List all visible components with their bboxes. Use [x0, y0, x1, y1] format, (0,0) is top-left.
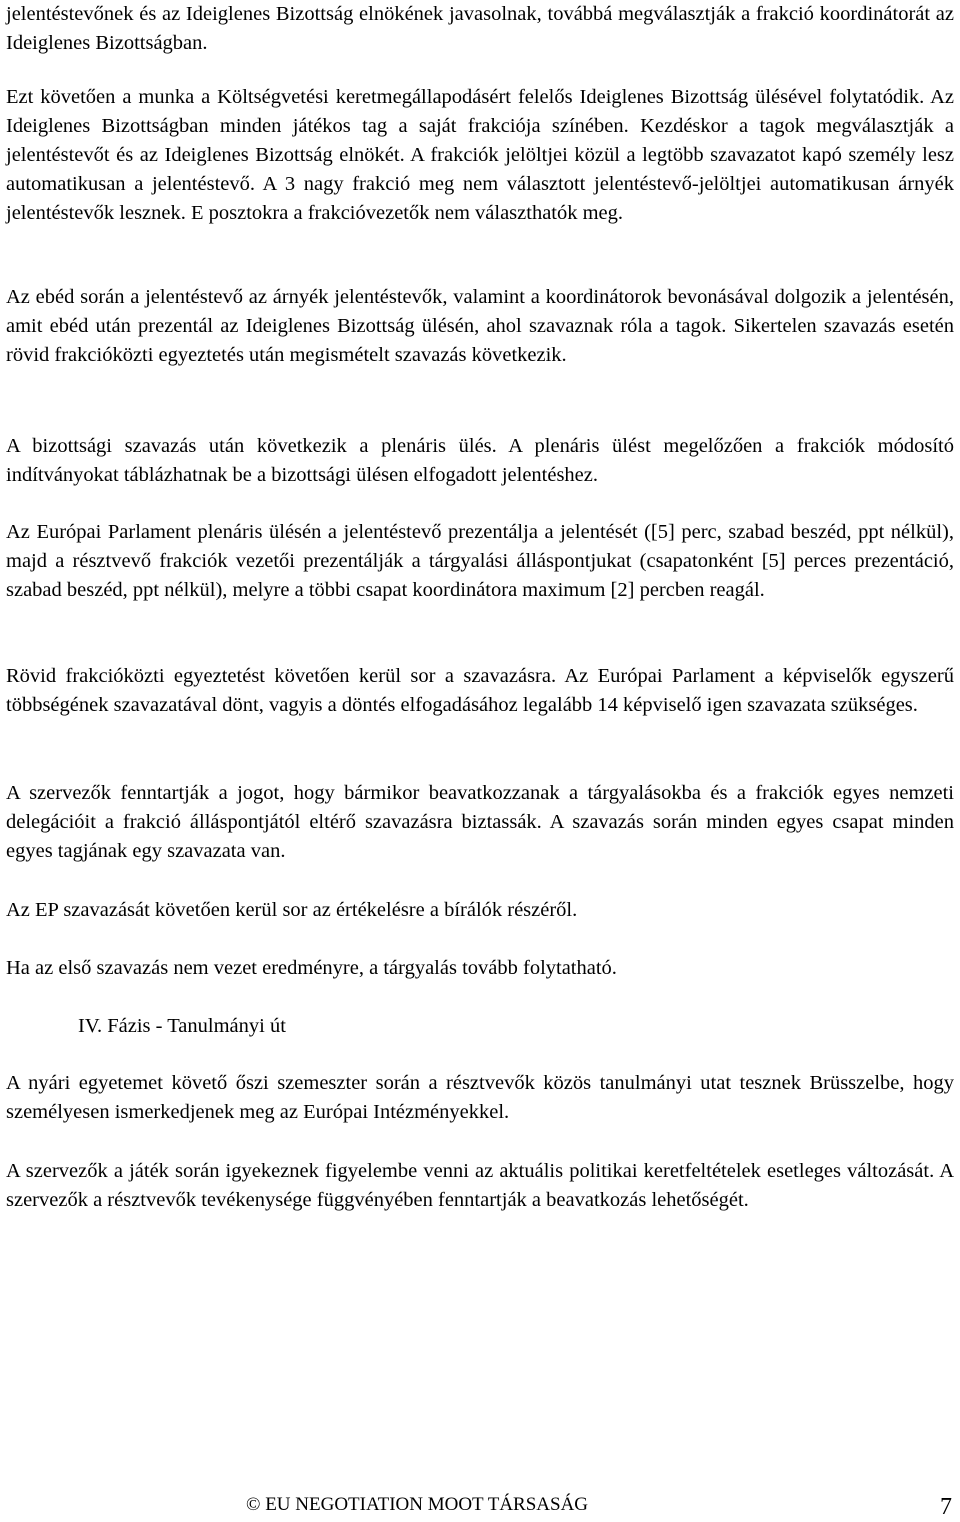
paragraph-tanulmanyi-ut: A nyári egyetemet követő őszi szemeszter során a résztvevők közös tanulmányi utat tesznek Brüsszelbe, hogy személyesen ismerkedjenek meg az Európai Intézményekkel. — [6, 1072, 954, 1123]
paragraph-ebed: Az ebéd során a jelentéstevő az árnyék jelentéstevők, valamint a koordinátorok bevonásával dolgozik a jelentésén, amit ebéd után prezentál az Ideiglenes Bizottság ülésén, ahol szavaznak róla a tagok. Sikertelen szavazás esetén rövid frakcióközti egyeztetés után megismételt szavazás következik. — [6, 286, 954, 366]
paragraph-szervezok-jogai: A szervezők fenntartják a jogot, hogy bármikor beavatkozzanak a tárgyalásokba és a frakciók egyes nemzeti delegációit a frakció álláspontjától eltérő szavazásra biztassák. A szavazás során minden egyes csapat minden egyes tagjának egy szavazata van. — [6, 782, 954, 862]
paragraph-frakcio-jelolesek: jelentéstevőnek és az Ideiglenes Bizottság elnökének javasolnak, továbbá megválasztják a frakció koordinátorát az Ideiglenes Bizottságban. — [6, 3, 954, 54]
section-heading: IV. Fázis - Tanulmányi út — [78, 1015, 286, 1037]
copyright-icon: © — [246, 1494, 261, 1515]
footer-organization-name: EU NEGOTIATION MOOT TÁRSASÁG — [265, 1494, 589, 1515]
paragraph-plenaris-ules: Az Európai Parlament plenáris ülésén a jelentéstevő prezentálja a jelentését ([5] perc, szabad beszéd, ppt nélkül), majd a résztvevő frakciók vezetői prezentálják a tárgyalási álláspontjukat (csapatonként [5] perces prezentáció, szabad beszéd, ppt nélkül), melyre a többi csapat koordinátora maximum [2] percben reagál. — [6, 521, 954, 601]
paragraph-ideiglenes-bizottsag: Ezt követően a munka a Költségvetési keretmegállapodásért felelős Ideiglenes Bizottság ülésével folytatódik. Az Ideiglenes Bizottságban minden játékos tag a saját frakciója színében. Kezdéskor a tagok megválasztják a jelentéstevőt és az Ideiglenes Bizottság elnökét. A frakciók jelöltjei közül a legtöbb szavazatot kapó személy lesz automatikusan a jelentéstevő. A 3 nagy frakció meg nem választott jelentéstevő-jelöltjei automatikusan árnyék jelentéstevők lesznek. E posztokra a frakcióvezetők nem választhatók meg. — [6, 86, 954, 224]
footer-organization — [246, 1490, 588, 1520]
paragraph-bizottsagi-szavazas: A bizottsági szavazás után következik a plenáris ülés. A plenáris ülést megelőzően a frakciók módosító indítványokat táblázhatnak be a bizottsági ülésen elfogadott jelentéshez. — [6, 435, 954, 486]
paragraph-politikai-keretfeltetelek: A szervezők a játék során igyekeznek figyelembe venni az aktuális politikai keretfeltételek esetleges változását. A szervezők a résztvevők tevékenysége függvényében fenntartják a beavatkozás lehetőségét. — [6, 1160, 954, 1211]
paragraph-ertekeles: Az EP szavazását követően kerül sor az értékelésre a bírálók részéről. — [6, 899, 578, 921]
paragraph-szavazas: Rövid frakcióközti egyeztetést követően kerül sor a szavazásra. Az Európai Parlament a képviselők egyszerű többségének szavazatával dönt, vagyis a döntés elfogadásához legalább 14 képviselő igen szavazata szükséges. — [6, 665, 954, 716]
page-number: 7 — [940, 1494, 952, 1520]
paragraph-folytatas: Ha az első szavazás nem vezet eredményre, a tárgyalás tovább folytatható. — [6, 957, 617, 979]
page-footer — [0, 1490, 960, 1520]
